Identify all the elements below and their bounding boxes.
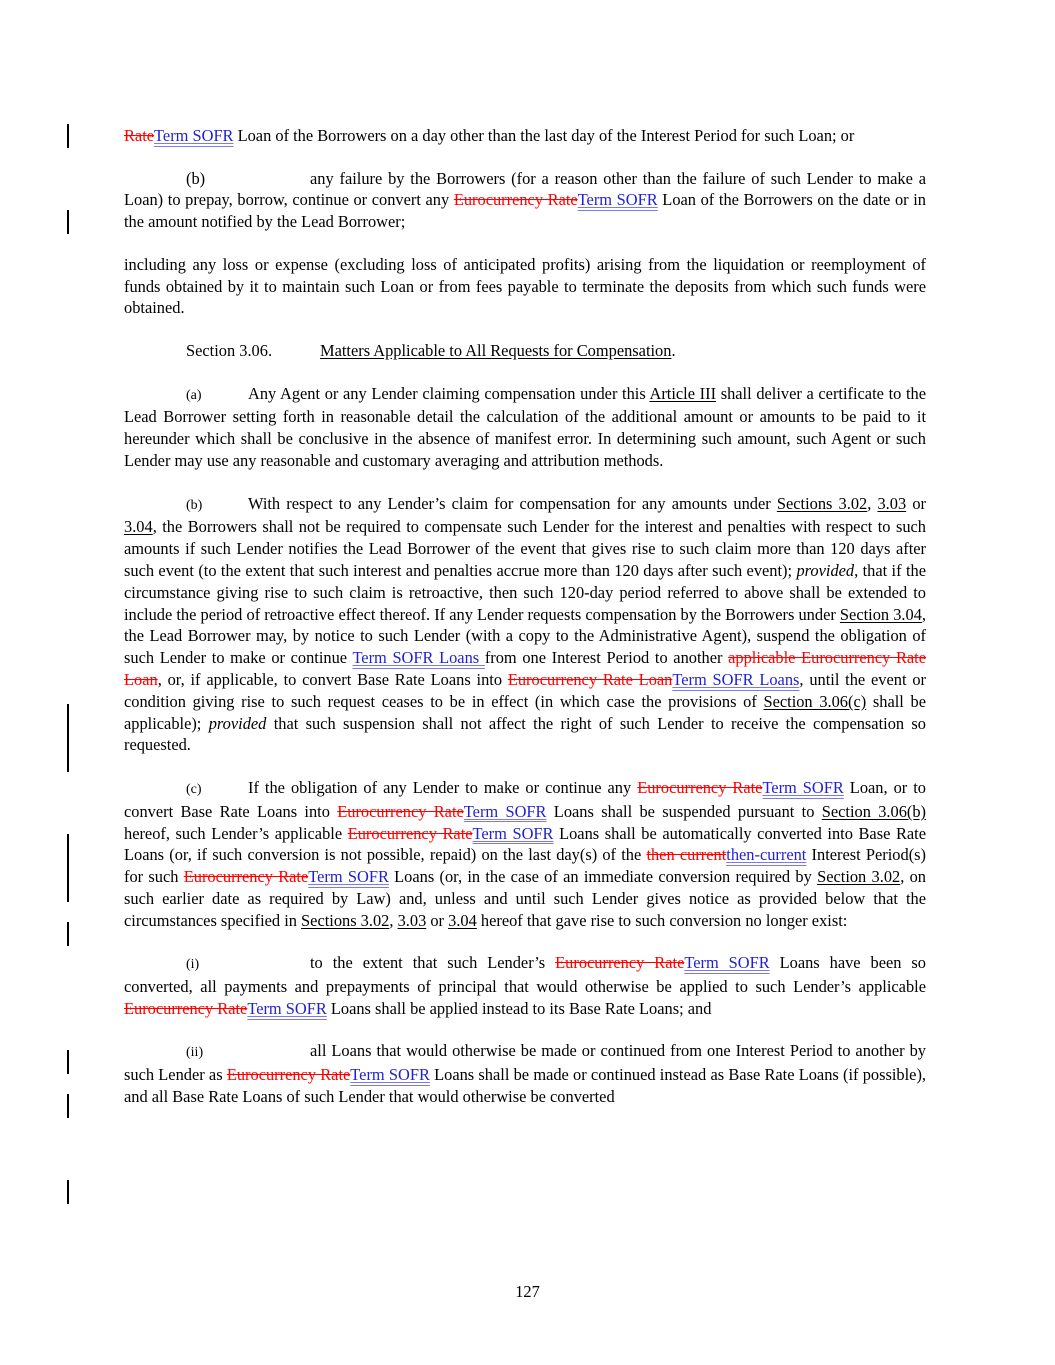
text-run: all Loans that would otherwise be made or continued from one Interest Period to another by such Lender as bbox=[124, 1041, 926, 1085]
text-run: any failure by the Borrowers (for a reason other than the failure of such Lender to make a Loan) to prepay, borrow, continue or convert any bbox=[124, 168, 926, 210]
text-run: Interest Period(s) for such bbox=[124, 845, 926, 887]
change-bar bbox=[67, 124, 69, 148]
section-heading bbox=[124, 340, 926, 362]
inserted-text: Term SOFR bbox=[577, 190, 658, 210]
text-run: Loan of the Borrowers on a day other than the last day of the Interest Period for such Loan; or bbox=[233, 126, 855, 145]
deleted-text: Eurocurrency Rate bbox=[347, 823, 473, 843]
text-run: With respect to any Lender’s claim for compensation for any amounts under bbox=[248, 493, 777, 513]
text-run: hereof that gave rise to such conversion no longer exist: bbox=[476, 910, 848, 930]
text-run: , the Borrowers shall not be required to compensate such Lender for the interest and penalties with respect to such amounts if such Lender notifies the Lead Borrower of the event that gives rise to such claim more than 120 days after such event (to the extent that such interest and penalties accrue more than 120 days after such event); bbox=[124, 517, 926, 580]
text-run: or bbox=[906, 493, 926, 513]
text-run: Loans have been so converted, all payments and prepayments of principal that would otherwise be applied to such Lender’s applicable bbox=[124, 953, 927, 997]
deleted-text: Eurocurrency Rate bbox=[555, 953, 685, 973]
deleted-text: Eurocurrency Rate Loan bbox=[507, 669, 673, 689]
cross-reference: Sections 3.02 bbox=[301, 910, 390, 930]
text-run: Loans (or, in the case of an immediate conversion required by bbox=[388, 867, 818, 887]
deleted-text: Eurocurrency Rate bbox=[183, 867, 309, 887]
text-run: , that if the circumstance giving rise to such claim is retroactive, then such 120-day period referred to above shall be extended to include the period of retroactive effect thereof. If any Lender requests compensation by the Borrowers under bbox=[124, 560, 926, 624]
change-bar bbox=[67, 1094, 69, 1118]
inserted-text: Term SOFR bbox=[762, 777, 844, 797]
change-bar bbox=[67, 704, 69, 772]
cross-reference: 3.04 bbox=[124, 517, 153, 537]
deleted-text: Eurocurrency Rate bbox=[337, 801, 464, 821]
inserted-text: Term SOFR bbox=[308, 867, 389, 887]
text-run: Loans shall be applied instead to its Base Rate Loans; and bbox=[326, 998, 712, 1018]
text-run: including any loss or expense (excluding loss of anticipated profits) arising from the liquidation or reemployment of funds obtained by it to maintain such Loan or from fees payable to terminate the deposits from which such funds were obtained. bbox=[124, 254, 926, 318]
item-label: (b) bbox=[186, 168, 206, 188]
section-number: Section 3.06. bbox=[186, 340, 273, 360]
paragraph-including bbox=[124, 254, 926, 319]
cross-reference: Article III bbox=[649, 383, 717, 403]
text-run: , until the event or condition giving rise to such request ceases to be in effect (in which case the provisions of bbox=[124, 669, 926, 711]
inserted-text: then-current bbox=[726, 845, 807, 865]
section-title-period: . bbox=[671, 340, 676, 360]
emphasis-text: provided bbox=[796, 560, 855, 580]
change-bar bbox=[67, 1050, 69, 1074]
paragraph-c bbox=[124, 777, 926, 932]
text-run: If the obligation of any Lender to make or continue any bbox=[248, 777, 638, 797]
deleted-text: Eurocurrency Rate bbox=[453, 190, 578, 210]
paragraph-ii bbox=[124, 1040, 926, 1107]
paragraph-b-failure bbox=[124, 168, 926, 233]
item-label: (c) bbox=[186, 781, 202, 797]
cross-reference: Section 3.06(b) bbox=[821, 801, 927, 821]
emphasis-text: provided bbox=[208, 713, 267, 733]
text-run: Loans shall be automatically converted into Base Rate Loans (or, if such conversion is not possible, repaid) on the last day(s) of the bbox=[124, 823, 926, 865]
inserted-text: Term SOFR Loans bbox=[352, 648, 485, 668]
change-bar bbox=[67, 210, 69, 234]
inserted-text: Term SOFR bbox=[463, 801, 547, 821]
cross-reference: Section 3.06(c) bbox=[763, 691, 867, 711]
text-run: , bbox=[867, 493, 878, 513]
deleted-text: Rate bbox=[124, 126, 155, 145]
text-run: Loan, or to convert Base Rate Loans into bbox=[124, 777, 926, 821]
section-title: Matters Applicable to All Requests for Compensation bbox=[320, 340, 672, 360]
deleted-text: then current bbox=[646, 845, 727, 865]
change-bar bbox=[67, 922, 69, 946]
text-run: , on such earlier date as required by Law) and, unless and until such Lender gives notice as provided below that the circumstances specified in bbox=[124, 867, 927, 930]
text-run: Loans shall be suspended pursuant to bbox=[546, 801, 822, 821]
inserted-text: Term SOFR bbox=[350, 1065, 430, 1085]
text-run: hereof, such Lender’s applicable bbox=[124, 823, 348, 843]
cross-reference: 3.03 bbox=[877, 493, 907, 513]
paragraph-a bbox=[124, 383, 926, 472]
inserted-text: Term SOFR bbox=[472, 823, 554, 843]
item-label: (ii) bbox=[186, 1045, 204, 1061]
paragraph-continuation bbox=[124, 125, 926, 147]
cross-reference: 3.04 bbox=[448, 910, 477, 930]
inserted-text: Term SOFR bbox=[684, 953, 770, 973]
item-label: (i) bbox=[186, 957, 200, 973]
cross-reference: Section 3.04 bbox=[839, 604, 922, 624]
paragraph-i bbox=[124, 952, 926, 1019]
document-page bbox=[124, 125, 926, 1129]
deleted-text: Eurocurrency Rate bbox=[124, 998, 248, 1018]
cross-reference: 3.03 bbox=[397, 910, 427, 930]
deleted-text: Eurocurrency Rate bbox=[637, 777, 763, 797]
text-run: , bbox=[389, 910, 398, 930]
inserted-text: Term SOFR bbox=[247, 998, 327, 1018]
inserted-text: Term SOFR Loans bbox=[672, 669, 800, 689]
page-number: 127 bbox=[515, 1282, 540, 1301]
text-run: shall be applicable); bbox=[124, 691, 926, 733]
text-run: or bbox=[426, 910, 449, 930]
item-label: (a) bbox=[186, 387, 202, 403]
text-run: from one Interest Period to another bbox=[484, 648, 729, 668]
text-run: , the Lead Borrower may, by notice to such Lender (with a copy to the Administrative Agent), suspend the obligation of such Lender to make or continue bbox=[124, 604, 926, 668]
item-label: (b) bbox=[186, 497, 203, 513]
text-run: shall deliver a certificate to the Lead Borrower setting forth in reasonable detail the calculation of the additional amount or amounts to be paid to it hereunder which shall be conclusive in the absence of manifest error. In determining such amount, such Agent or such Lender may use any reasonable and customary averaging and attribution methods. bbox=[124, 383, 926, 470]
text-run: that such suspension shall not affect the right of such Lender to receive the compensation so requested. bbox=[124, 713, 926, 755]
change-bar bbox=[67, 1180, 69, 1204]
text-run: to the extent that such Lender’s bbox=[310, 953, 556, 973]
cross-reference: Section 3.02 bbox=[817, 867, 901, 887]
inserted-text: Term SOFR bbox=[154, 126, 234, 145]
text-run: Any Agent or any Lender claiming compensation under this bbox=[248, 383, 650, 403]
paragraph-b bbox=[124, 493, 926, 757]
text-run: Loans shall be made or continued instead as Base Rate Loans (if possible), and all Base Rate Loans of such Lender that would otherwise be converted bbox=[124, 1065, 927, 1107]
text-run: Loan of the Borrowers on the date or in the amount notified by the Lead Borrower; bbox=[124, 190, 926, 232]
text-run: , or, if applicable, to convert Base Rate Loans into bbox=[157, 669, 508, 689]
deleted-text: Eurocurrency Rate bbox=[226, 1065, 351, 1085]
cross-reference: Sections 3.02 bbox=[776, 493, 868, 513]
deleted-text: applicable Eurocurrency Rate Loan bbox=[124, 648, 926, 689]
change-bar bbox=[67, 834, 69, 902]
